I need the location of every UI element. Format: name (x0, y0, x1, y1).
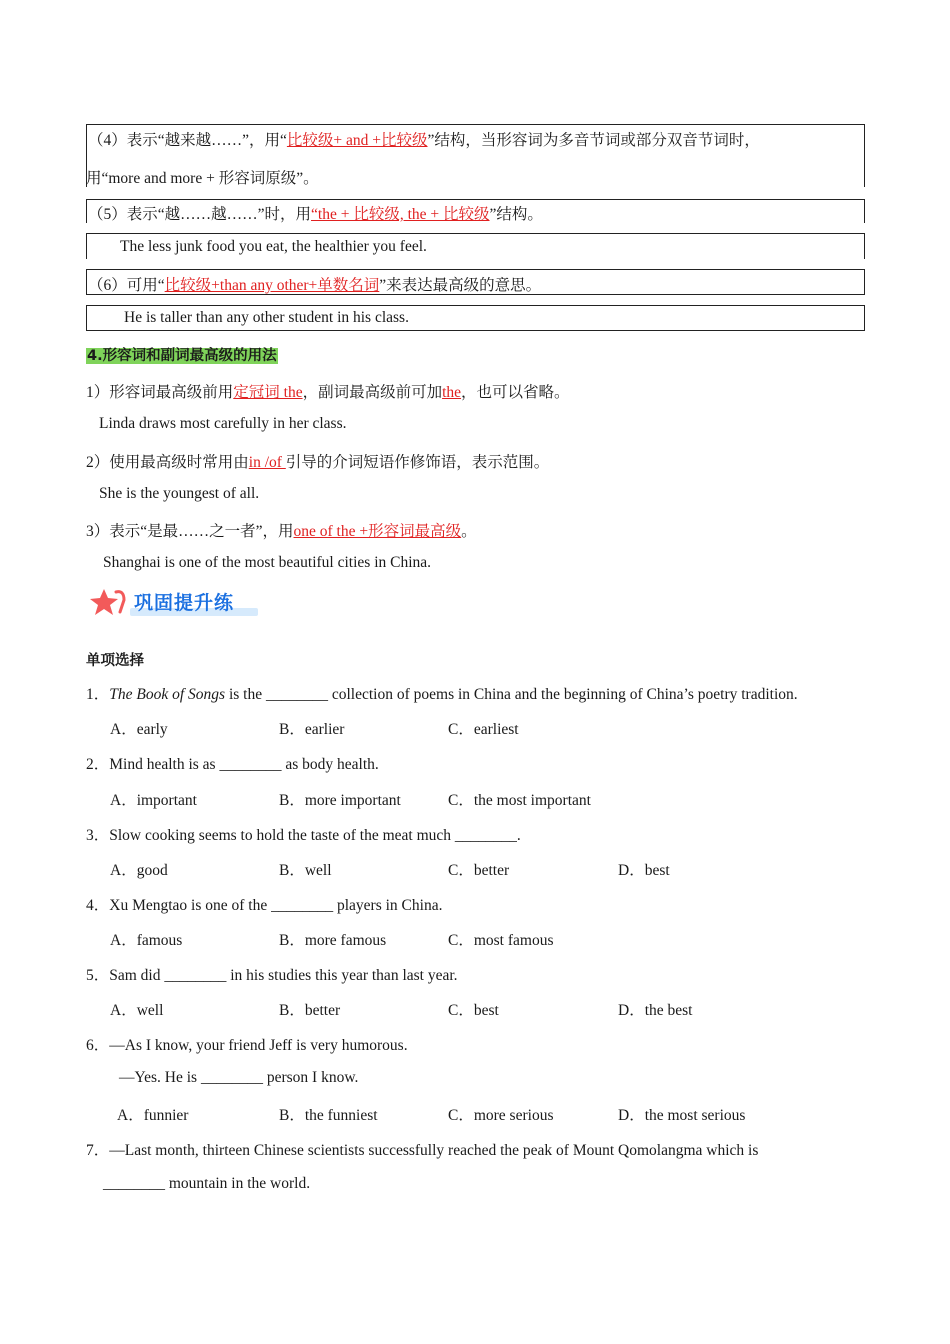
practice-banner (90, 586, 260, 620)
section-4-heading (86, 344, 278, 365)
question-7: 7．—Last month, thirteen Chinese scientists successfully reached the peak of Mount Qomolangma which is (86, 1142, 759, 1159)
banner-title: 巩固提升练 (134, 592, 235, 614)
q4-option-a[interactable]: A．famous (110, 932, 183, 949)
point-3-post: 。 (461, 523, 477, 540)
q1-option-b[interactable]: B．earlier (279, 721, 345, 738)
point-1-mid: ，副词最高级前可加 (302, 384, 443, 401)
q6-option-c[interactable]: C．more serious (448, 1107, 554, 1124)
rule-4-line2: 用“more and more + 形容词原级”。 (86, 170, 319, 187)
rule-5-post: ”结构。 (489, 206, 543, 223)
rule-6-post: ”来表达最高级的意思。 (379, 277, 542, 294)
question-1-number: 1． (86, 686, 110, 703)
section-4-point-2 (86, 450, 549, 472)
rule-5-answer: “the + 比较级, the + 比较级 (311, 206, 490, 223)
point-1-answer-2: the (442, 384, 462, 401)
rule-6-pre: （6）可用“ (88, 277, 165, 294)
question-1 (86, 682, 798, 704)
q4-option-b[interactable]: B．more famous (279, 932, 387, 949)
point-3-example: Shanghai is one of the most beautiful cities in China. (103, 554, 432, 571)
q5-option-c[interactable]: C．best (448, 1002, 499, 1019)
section-4-point-1 (86, 380, 570, 402)
rule-5-line (88, 202, 543, 224)
point-3-pre: 3）表示“是最……之一者”，用 (86, 523, 294, 540)
q2-option-a[interactable]: A．important (110, 792, 197, 809)
question-2: 2．Mind health is as ________ as body health. (86, 756, 379, 773)
point-3-answer: one of the +形容词最高级 (293, 523, 462, 540)
q3-option-b[interactable]: B．well (279, 862, 332, 879)
q2-option-b[interactable]: B．more important (279, 792, 401, 809)
point-2-example: She is the youngest of all. (99, 485, 260, 502)
q3-option-c[interactable]: C．better (448, 862, 510, 879)
rule-6-example: He is taller than any other student in his class. (124, 309, 409, 326)
point-2-post: 引导的介词短语作修饰语，表示范围。 (285, 454, 550, 471)
rule-6-answer: 比较级+than any other+单数名词 (164, 277, 380, 294)
point-1-answer-1: 定冠词 the (233, 384, 303, 401)
question-6-reply: —Yes. He is ________ person I know. (119, 1069, 359, 1086)
point-2-pre: 2）使用最高级时常用由 (86, 454, 249, 471)
q3-option-d[interactable]: D．best (618, 862, 670, 879)
question-7-line2: ________ mountain in the world. (103, 1175, 311, 1192)
q6-option-b[interactable]: B．the funniest (279, 1107, 378, 1124)
q1-option-a[interactable]: A．early (110, 721, 168, 738)
q4-option-c[interactable]: C．most famous (448, 932, 554, 949)
q6-option-d[interactable]: D．the most serious (618, 1107, 746, 1124)
q3-option-a[interactable]: A．good (110, 862, 168, 879)
question-5: 5．Sam did ________ in his studies this year than last year. (86, 967, 458, 984)
star-icon (90, 586, 130, 620)
question-1-text: is the ________ collection of poems in China and the beginning of China’s poetry tradition. (225, 686, 798, 703)
rule-5-example: The less junk food you eat, the healthier you feel. (120, 238, 427, 255)
point-2-answer: in /of (248, 454, 286, 471)
q6-option-a[interactable]: A．funnier (117, 1107, 189, 1124)
q2-option-c[interactable]: C．the most important (448, 792, 591, 809)
point-1-example: Linda draws most carefully in her class. (99, 415, 347, 432)
q1-option-c[interactable]: C．earliest (448, 721, 519, 738)
rule-4-line1 (88, 128, 760, 150)
q5-option-b[interactable]: B．better (279, 1002, 341, 1019)
rule-4-answer: 比较级+ and +比较级 (286, 132, 428, 149)
exercise-heading: 单项选择 (86, 653, 144, 669)
question-3: 3．Slow cooking seems to hold the taste of the meat much ________. (86, 827, 521, 844)
rule-5-pre: （5）表示“越……越……”时，用 (88, 206, 312, 223)
section-4-heading-text: 4.形容词和副词最高级的用法 (87, 348, 277, 364)
point-1-post: ，也可以省略。 (461, 384, 570, 401)
section-4-point-3 (86, 519, 477, 541)
rule-6-line (88, 273, 541, 295)
q5-option-a[interactable]: A．well (110, 1002, 164, 1019)
question-6: 6．—As I know, your friend Jeff is very humorous. (86, 1037, 408, 1054)
rule-4-pre: （4）表示“越来越……”，用“ (88, 132, 287, 149)
rule-4-post: ”结构，当形容词为多音节词或部分双音节词时， (427, 132, 760, 149)
question-1-book-title: The Book of Songs (109, 686, 226, 703)
question-4: 4．Xu Mengtao is one of the ________ players in China. (86, 897, 443, 914)
q5-option-d[interactable]: D．the best (618, 1002, 693, 1019)
point-1-pre: 1）形容词最高级前用 (86, 384, 234, 401)
